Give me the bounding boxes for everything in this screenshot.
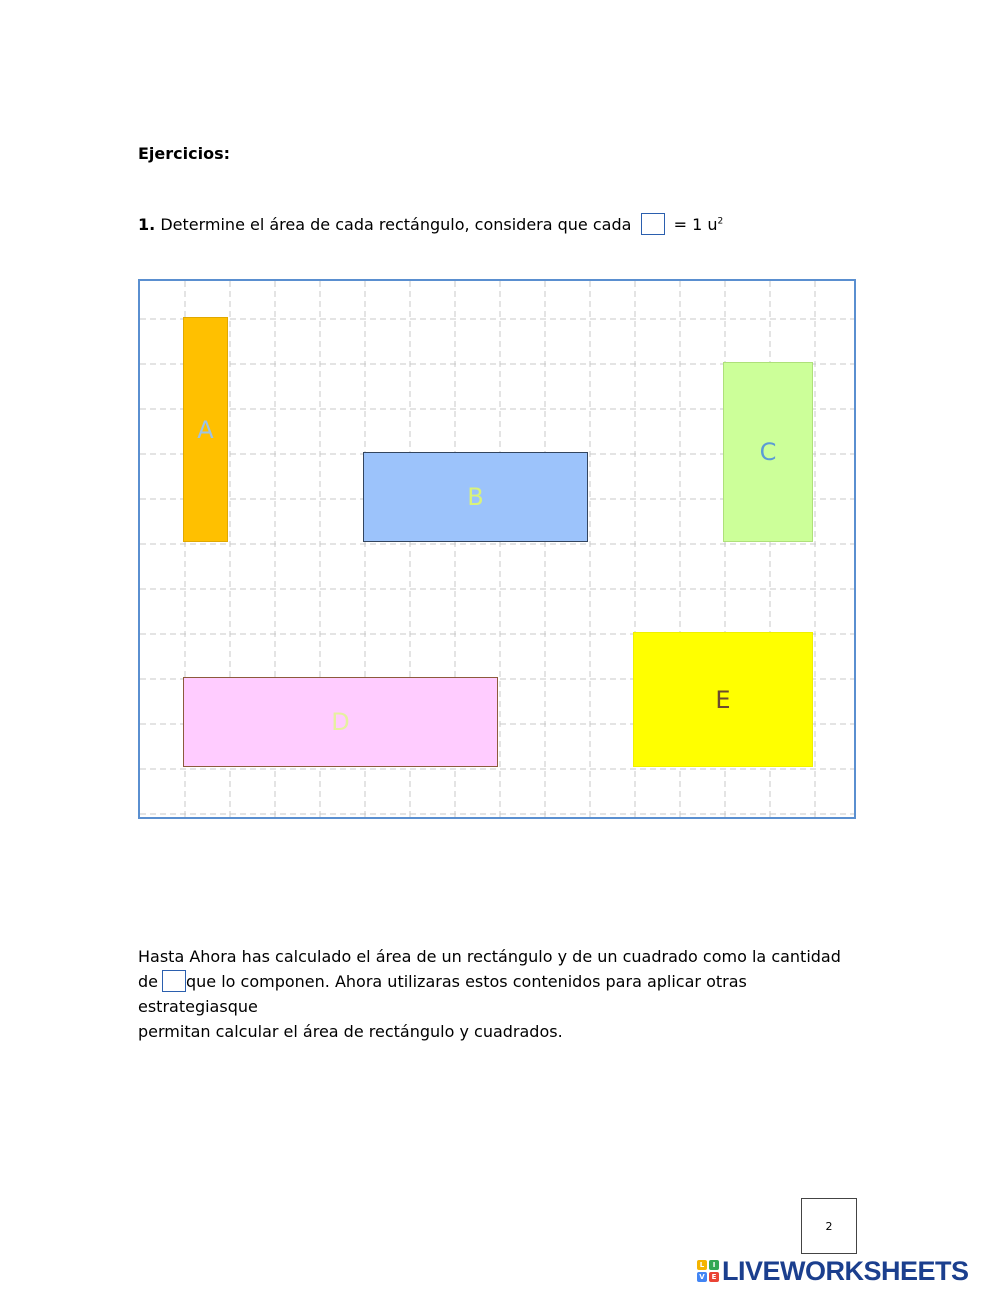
paragraph-line-1: Hasta Ahora has calculado el área de un rectángulo y de un cuadrado como la cantidad (138, 947, 841, 966)
unit-exponent: 2 (717, 216, 724, 227)
logo-mark-square: L (697, 1260, 707, 1270)
exercise-1-instruction (138, 213, 723, 235)
unit-equation: = 1 u (673, 215, 718, 234)
paragraph-line-2 (138, 969, 868, 1019)
exercise-number: 1. (138, 215, 156, 234)
logo-mark-square: E (709, 1272, 719, 1282)
exercises-heading: Ejercicios: (138, 144, 231, 163)
unit-square-icon (162, 970, 186, 992)
rectangle-a (183, 317, 228, 542)
rectangle-label: E (715, 685, 731, 714)
grid-area (138, 279, 856, 819)
logo-text: LIVEWORKSHEETS (722, 1255, 969, 1286)
rectangle-e (633, 632, 813, 767)
rectangle-label: A (197, 415, 214, 444)
unit-square-icon (641, 213, 665, 235)
rectangle-b (363, 452, 588, 542)
logo-mark-square: V (697, 1272, 707, 1282)
exercise-text: Determine el área de cada rectángulo, considera que cada (160, 215, 632, 234)
rectangle-d (183, 677, 498, 767)
paragraph-line-3: permitan calcular el área de rectángulo y cuadrados. (138, 1022, 563, 1041)
rectangle-c (723, 362, 813, 542)
liveworksheets-logo (697, 1256, 969, 1286)
paragraph-line-2-start: de (138, 972, 158, 991)
paragraph-line-2-rest: que lo componen. Ahora utilizaras estos contenidos para aplicar otras estrategiasque (138, 972, 747, 1016)
page-number-box (801, 1198, 857, 1254)
rectangle-label: C (759, 438, 777, 466)
rectangle-label: B (467, 483, 484, 511)
page-number: 2 (825, 1219, 833, 1233)
logo-mark-icon (697, 1260, 719, 1282)
rectangle-label: D (331, 708, 350, 736)
logo-mark-square: I (709, 1260, 719, 1270)
explanation-paragraph (138, 944, 868, 1044)
